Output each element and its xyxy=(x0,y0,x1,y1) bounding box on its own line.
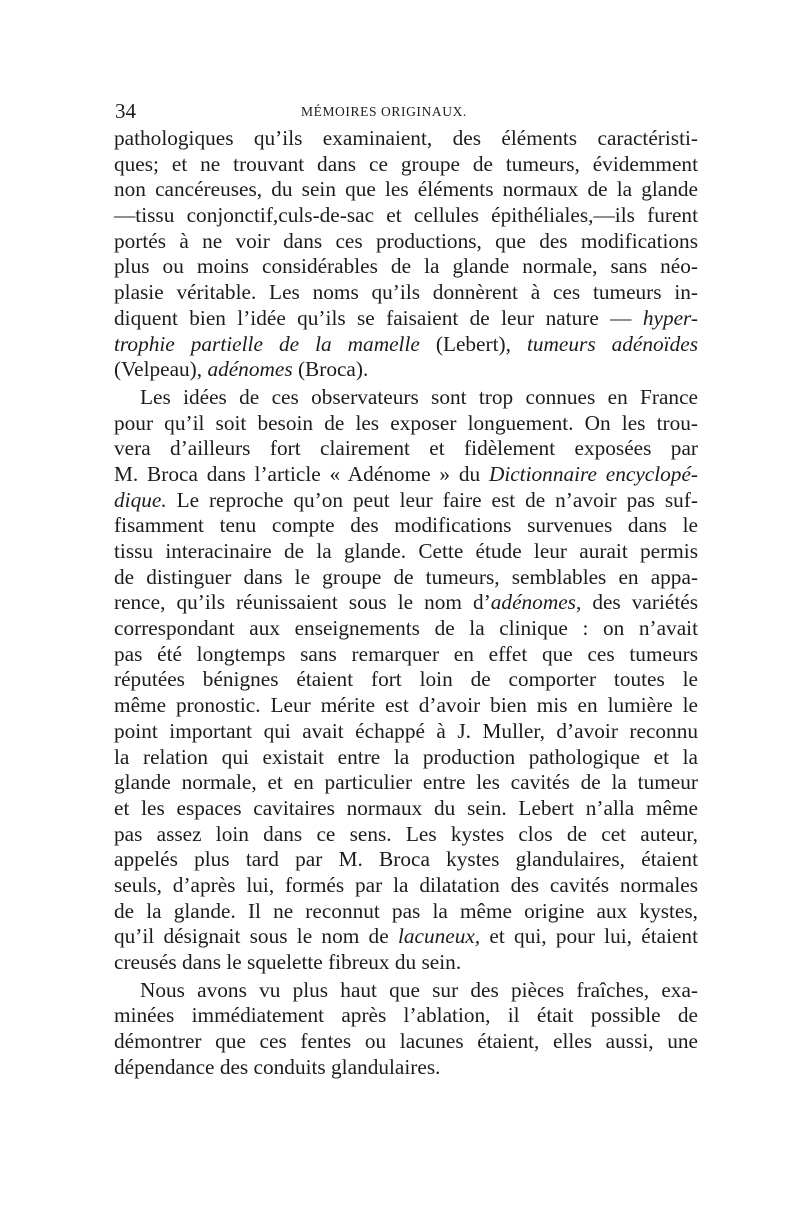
text-line xyxy=(114,590,698,616)
text-run: (Velpeau), xyxy=(114,357,203,382)
text-line: seuls, d’après lui, formés par la dilatation des cavités normales xyxy=(114,872,698,897)
page-header xyxy=(115,96,695,126)
text-run: (Lebert), xyxy=(435,331,511,356)
text-line: pas assez loin dans ce sens. Les kystes clos de cet auteur, xyxy=(114,821,698,846)
text-line: creusés dans le squelette fibreux du sein. xyxy=(114,950,462,974)
text-line: même pronostic. Leur mérite est d’avoir bien mis en lumière le xyxy=(114,693,698,718)
text-line xyxy=(114,332,698,358)
text-run: des variétés xyxy=(592,590,698,615)
text-line: glande normale, et en particulier entre les cavités de la tumeur xyxy=(114,770,698,795)
text-line: la relation qui existait entre la production pathologique et la xyxy=(114,744,698,769)
text-line: plus ou moins considérables de la glande normale, sans néo- xyxy=(114,254,698,279)
italic-run: adénomes, xyxy=(490,590,582,615)
paragraph xyxy=(114,126,698,383)
text-line: Les idées de ces observateurs sont trop connues en France xyxy=(140,384,698,409)
text-line xyxy=(114,306,698,332)
text-run: qu’il désignait sous le nom de xyxy=(114,924,389,949)
italic-run: dique. xyxy=(114,487,167,512)
text-run: M. Broca dans l’article « Adénome » du xyxy=(114,461,481,486)
italic-run: trophie partielle de la mamelle xyxy=(114,331,420,356)
text-line: tissu interacinaire de la glande. Cette étude leur aurait permis xyxy=(114,539,698,563)
italic-run: Dictionnaire encyclopé- xyxy=(488,461,698,486)
text-line xyxy=(114,488,698,514)
italic-run: lacuneux, xyxy=(397,924,481,949)
text-line: réputées bénignes étaient fort loin de comporter toutes le xyxy=(114,667,698,692)
body-text xyxy=(114,126,698,1080)
text-line: pathologiques qu’ils examinaient, des éléments caractéristi- xyxy=(114,126,698,150)
text-line: appelés plus tard par M. Broca kystes glandulaires, étaient xyxy=(114,847,698,872)
paragraph xyxy=(114,978,698,1081)
text-line: Nous avons vu plus haut que sur des pièces fraîches, exa- xyxy=(140,977,698,1002)
text-line: pour qu’il soit besoin de les exposer longuement. On les trou- xyxy=(114,410,698,435)
text-line xyxy=(114,462,698,488)
text-line xyxy=(114,357,698,383)
text-line: plasie véritable. Les noms qu’ils donnèrent à ces tumeurs in- xyxy=(114,280,698,305)
text-run: Le reproche qu’on peut leur faire est de n’avoir pas suf- xyxy=(176,487,698,512)
text-line: ques; et ne trouvant dans ce groupe de tumeurs, évidemment xyxy=(114,151,698,176)
text-line: point important qui avait échappé à J. Muller, d’avoir reconnu xyxy=(114,718,698,743)
text-run: diquent bien l’idée qu’ils se faisaient de leur nature — xyxy=(114,305,632,330)
text-line: —tissu conjonctif,culs-de-sac et cellules épithéliales,—ils furent xyxy=(114,203,698,228)
text-line: portés à ne voir dans ces productions, que des modifications xyxy=(114,228,698,253)
text-line: correspondant aux enseignements de la clinique : on n’avait xyxy=(114,616,698,641)
page-number: 34 xyxy=(115,99,136,123)
text-line: vera d’ailleurs fort clairement et fidèlement exposées par xyxy=(114,436,698,461)
text-line: non cancéreuses, du sein que les éléments normaux de la glande xyxy=(114,177,698,202)
text-line: minées immédiatement après l’ablation, il était possible de xyxy=(114,1003,698,1028)
italic-run: adénomes xyxy=(207,357,293,382)
text-run: rence, qu’ils réunissaient sous le nom d’ xyxy=(114,590,491,615)
paragraph xyxy=(114,385,698,976)
text-line: fisamment tenu compte des modifications survenues dans le xyxy=(114,513,698,538)
italic-run: hyper- xyxy=(642,305,698,330)
text-line: démontrer que ces fentes ou lacunes étaient, elles aussi, une xyxy=(114,1029,698,1054)
text-line: et les espaces cavitaires normaux du sein. Lebert n’alla même xyxy=(114,795,698,820)
text-line: dépendance des conduits glandulaires. xyxy=(114,1054,441,1079)
running-head: MÉMOIRES ORIGINAUX. xyxy=(301,104,467,119)
text-run: (Broca). xyxy=(297,357,369,382)
text-run: et qui, pour lui, étaient xyxy=(489,924,699,949)
text-line: de distinguer dans le groupe de tumeurs, semblables en appa- xyxy=(114,564,698,589)
italic-run: tumeurs adénoïdes xyxy=(526,331,698,356)
text-line: de la glande. Il ne reconnut pas la même origine aux kystes, xyxy=(114,898,698,923)
text-line: pas été longtemps sans remarquer en effet que ces tumeurs xyxy=(114,641,698,666)
text-line xyxy=(114,924,698,950)
